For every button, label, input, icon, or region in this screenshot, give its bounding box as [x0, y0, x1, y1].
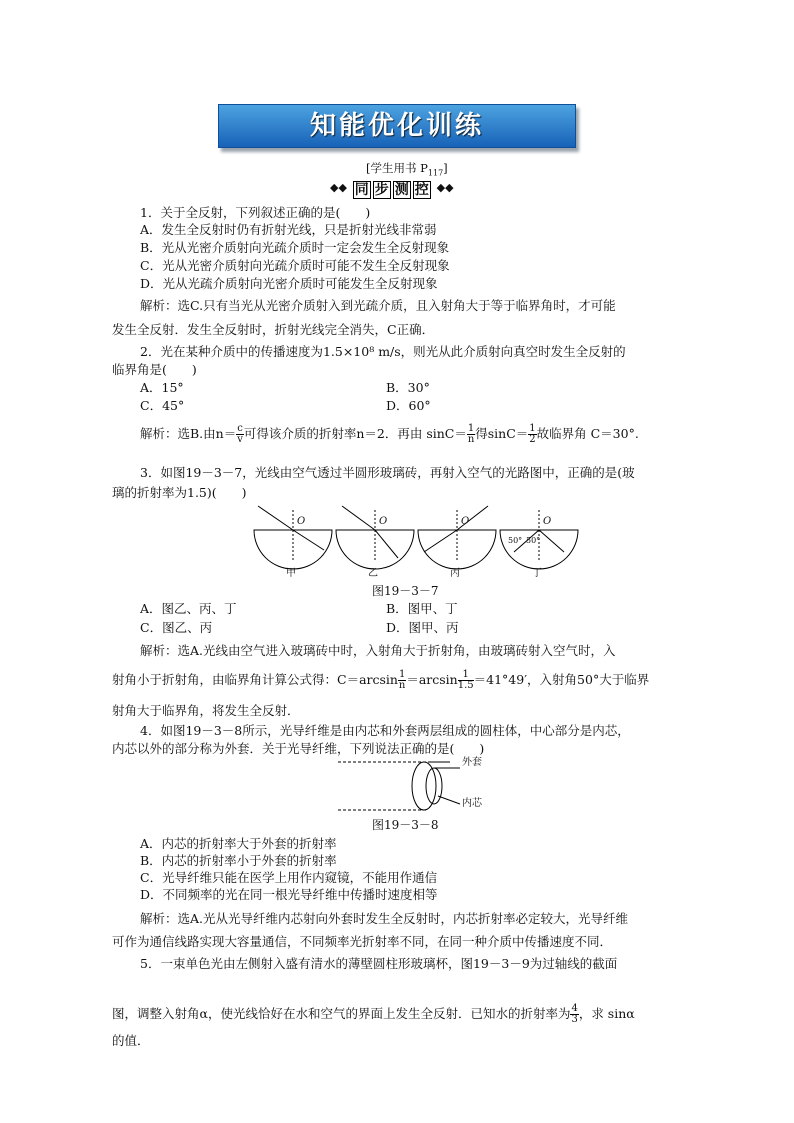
- diamond-icon: ◆◆: [330, 181, 347, 194]
- figure-label: 乙: [368, 568, 378, 579]
- text-line: 解析：选A.光从光导纤维内芯射向外套时发生全反射时，内芯折射率必定较大，光导纤维: [140, 911, 629, 926]
- text-line: A．内芯的折射率大于外套的折射率: [140, 836, 337, 851]
- text-line: 发生全反射．发生全反射时，折射光线完全消失，C正确．: [112, 322, 435, 337]
- q5-line2: 图，调整入射角α，使光线恰好在水和空气的界面上发生全反射．已知水的折射率为 $\frac{4}{3}$ ，求 sinα: [112, 1003, 635, 1025]
- figure-label: 丙: [450, 568, 460, 579]
- text-line: 的值．: [112, 1033, 150, 1048]
- text-line: A．15°: [140, 380, 184, 395]
- figure-caption: 图19－3－8: [372, 818, 439, 832]
- text-line: B．图甲、丁: [386, 601, 458, 616]
- text-line: 璃的折射率为1.5)( ): [112, 485, 247, 500]
- text-line: A．图乙、丙、丁: [140, 601, 237, 616]
- q2-solution: 解析：选B.由n＝ $\frac{c}{v}$ 可得该介质的折射率n＝2．再由 sinC＝ $\frac{1}{n}$ 得sinC＝ $\frac{1}{2}$ 故临界角 C＝30°.: [140, 423, 639, 445]
- text-line: 解析：选A.光线由空气进入玻璃砖中时，入射角大于折射角，由玻璃砖射入空气时，入: [140, 643, 616, 658]
- figure-caption: 图19－3－7: [372, 584, 439, 598]
- figure-label: 50°: [508, 536, 523, 545]
- text-line: B．光从光密介质射向光疏介质时一定会发生全反射现象: [140, 240, 450, 255]
- figure-label: O: [461, 516, 470, 527]
- text-line: D．图甲、丙: [386, 620, 459, 635]
- banner-title: 知能优化训练: [309, 111, 484, 141]
- figure-label: 外套: [462, 757, 482, 768]
- text-line: B．内芯的折射率小于外套的折射率: [140, 853, 337, 868]
- text-line: 2．光在某种介质中的传播速度为1.5×10⁸ m/s，则光从此介质射向真空时发生全反射的: [140, 344, 626, 359]
- section-char: 步: [374, 182, 389, 198]
- figure-19-3-8: [338, 758, 478, 818]
- figure-label: O: [379, 516, 388, 527]
- text-line: D．60°: [386, 398, 431, 413]
- title-banner: [218, 104, 576, 148]
- source-ref: [学生用书 $P_{117}$]: [366, 161, 448, 178]
- text-line: 可作为通信线路实现大容量通信，不同频率光折射率不同，在同一种介质中传播速度不同．: [112, 934, 613, 949]
- text-line: B．30°: [386, 380, 430, 395]
- q3-solution: 射角小于折射角，由临界角计算公式得：C＝arcsin $\frac{1}{n}$ ＝arcsin $\frac{1}{1.5}$ ＝41°49′，入射角50°大于临界: [112, 669, 650, 691]
- text-line: 4．如图19－3－8所示，光导纤维是由内芯和外套两层组成的圆柱体，中心部分是内芯，: [140, 723, 630, 738]
- section-char: 控: [414, 182, 429, 198]
- text-line: 临界角是( ): [112, 362, 197, 377]
- text-line: 射角大于临界角，将发生全反射．: [112, 703, 300, 718]
- diamond-icon: ◆◆: [436, 181, 454, 194]
- figure-label: 50°: [526, 536, 541, 545]
- text-line: A．发生全反射时仍有折射光线，只是折射光线非常弱: [140, 222, 437, 237]
- figure-label: O: [543, 516, 552, 527]
- figure-label: 甲: [286, 568, 296, 579]
- text-line: C．光从光密介质射向光疏介质时可能不发生全反射现象: [140, 258, 450, 273]
- figure-label: 内芯: [462, 798, 482, 809]
- text-line: 解析：选C.只有当光从光密介质射入到光疏介质，且入射角大于等于临界角时，才可能: [140, 298, 616, 313]
- figure-label: O: [297, 516, 306, 527]
- figure-label: 丁: [532, 568, 542, 579]
- text-line: 5．一束单色光由左侧射入盛有清水的薄壁圆柱形玻璃杯，图19－3－9为过轴线的截面: [140, 956, 618, 971]
- text-line: C．图乙、丙: [140, 620, 213, 635]
- text-line: 内芯以外的部分称为外套．关于光导纤维，下列说法正确的是( ): [112, 741, 485, 756]
- text-line: D．光从光疏介质射向光密介质时可能发生全反射现象: [140, 276, 438, 291]
- text-line: C．光导纤维只能在医学上用作内窥镜，不能用作通信: [140, 870, 438, 885]
- text-line: 1．关于全反射，下列叙述正确的是( ): [140, 205, 371, 220]
- text-line: 3．如图19－3－7，光线由空气透过半圆形玻璃砖，再射入空气的光路图中，正确的是(玻: [140, 465, 635, 480]
- section-char: 同: [354, 182, 369, 198]
- section-header: [330, 181, 494, 199]
- text-line: C．45°: [140, 398, 185, 413]
- text-line: D．不同频率的光在同一根光导纤维中传播时速度相等: [140, 887, 438, 902]
- section-char: 测: [394, 182, 409, 198]
